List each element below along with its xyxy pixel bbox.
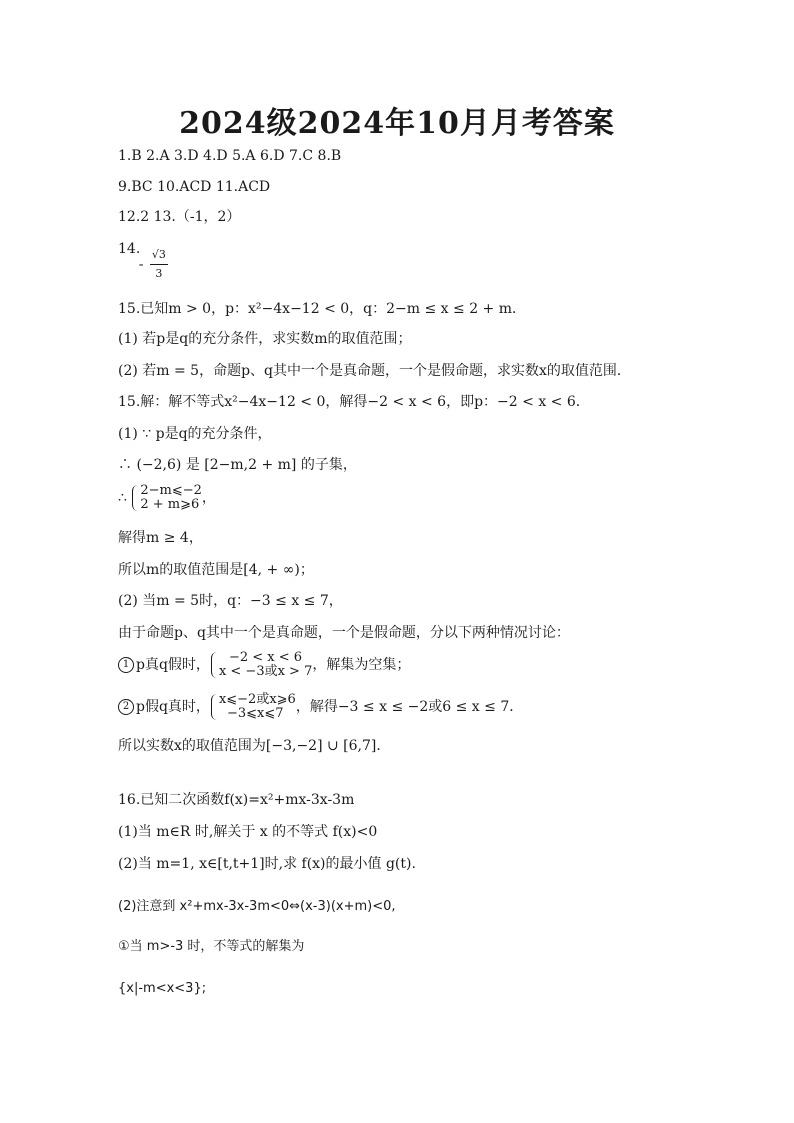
fraction-numerator: √3 [150,246,168,265]
case-lead: p假q真时， [136,699,210,715]
system-row: −3⩽x⩽7 [226,706,284,721]
circled-number: 2 [118,699,134,715]
q15-part-2: (2) 若m = 5，命题p、q其中一个是真命题，一个是假命题，求实数x的取值范围． [118,363,631,379]
answers-line-1: 1.B 2.A 3.D 4.D 5.A 6.D 7.C 8.B [118,148,342,164]
system-row: x < −3或x > 7 [218,664,313,679]
system-suffix: ， [201,490,216,506]
q16-stem: 16.已知二次函数f(x)=x²+mx-3x-3m [118,792,355,808]
q15-solution-1e: 所以m的取值范围是[4, + ∞)； [118,562,314,578]
answer-14-sign: - [138,256,144,273]
fraction-denominator: 3 [155,267,163,280]
therefore-symbol: ∴ [118,490,127,506]
q15-case-2 [118,693,523,721]
inequality-system [210,651,312,679]
q15-stem: 15.已知m > 0，p：x²−4x−12 < 0，q：2−m ≤ x ≤ 2 + m． [118,301,527,317]
system-row: −2 < x < 6 [228,650,303,665]
case-lead: p真q假时， [136,657,210,673]
q15-solution-1a: (1) ∵ p是q的充分条件， [118,426,272,442]
answer-14-fraction [150,246,168,283]
q15-case-1 [118,651,410,679]
q16-part-2: (2)当 m=1, x∈[t,t+1]时,求 f(x)的最小值 g(t). [118,856,416,872]
q16-solution-b: ①当 m>-3 时，不等式的解集为 [118,939,305,954]
case-tail: ，解集为空集； [312,657,411,673]
q15-solution-2b: 由于命题p、q其中一个是真命题，一个是假命题，分以下两种情况讨论： [118,625,570,641]
q15-solution-1b: ∴ (−2,6) 是 [2−m,2 + m] 的子集， [118,457,357,473]
q16-part-1: (1)当 m∈R 时,解关于 x 的不等式 f(x)<0 [118,824,378,840]
system-row: 2 + m⩾6 [140,497,200,512]
inequality-system [210,693,296,721]
q15-solution-intro: 15.解：解不等式x²−4x−12 < 0，解得−2 < x < 6，即p：−2 < x < 6． [118,394,590,410]
answer-14-label: 14. [118,241,141,257]
circled-number: 1 [118,657,134,673]
q15-solution-1c [118,484,216,512]
inequality-system [131,484,202,512]
q15-part-1: (1) 若p是q的充分条件，求实数m的取值范围； [118,331,412,347]
q16-solution-a: (2)注意到 x²+mx-3x-3m<0⇔(x-3)(x+m)<0, [118,899,396,914]
page-title: 2024级2024年10月月考答案 [179,106,615,141]
answers-line-2: 9.BC 10.ACD 11.ACD [118,179,271,195]
system-row: x⩽−2或x⩾6 [218,692,296,707]
case-tail: ，解得−3 ≤ x ≤ −2或6 ≤ x ≤ 7． [295,699,524,715]
answers-line-3: 12.2 13.（-1，2） [118,209,241,225]
q16-solution-c: {x|-m<x<3}; [118,981,207,996]
q15-solution-1d: 解得m ≥ 4， [118,530,203,546]
q15-conclusion: 所以实数x的取值范围为[−3,−2] ∪ [6,7]． [118,738,391,754]
system-row: 2−m⩽−2 [140,483,202,498]
q15-solution-2a: (2) 当m = 5时，q：−3 ≤ x ≤ 7， [118,593,343,609]
answer-14 [118,240,168,283]
